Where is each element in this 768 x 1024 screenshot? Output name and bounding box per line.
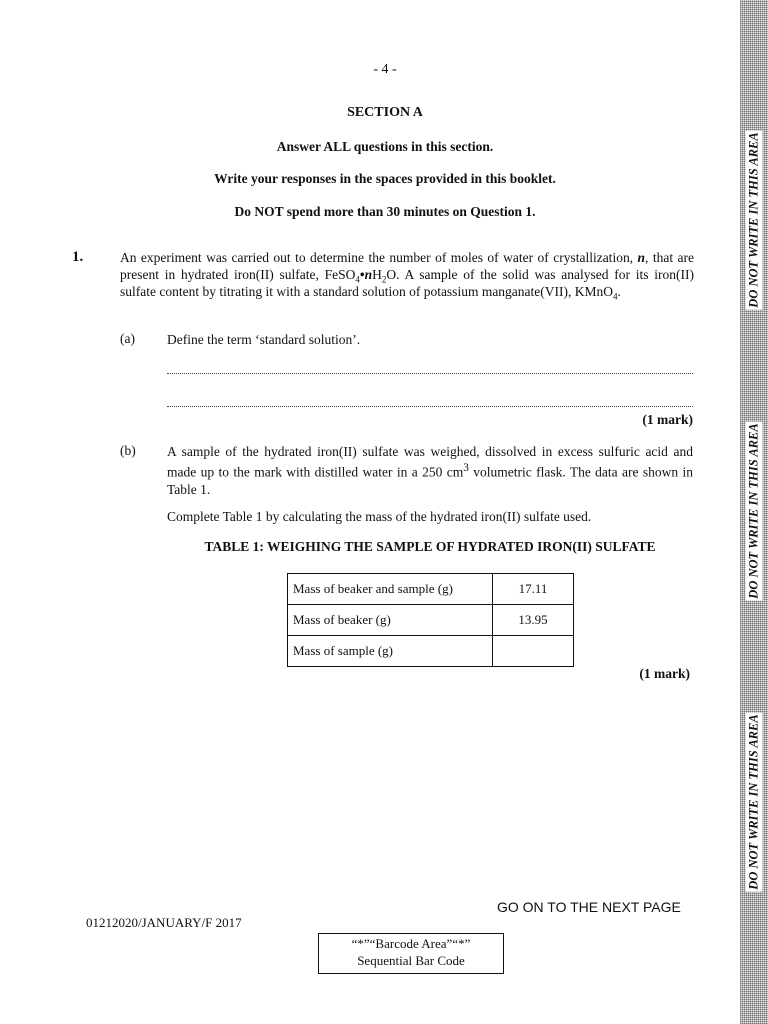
- instruction-time-limit: Do NOT spend more than 30 minutes on Question 1.: [234, 204, 536, 219]
- question-number: 1.: [72, 249, 84, 265]
- subscript-4: 4: [355, 274, 360, 285]
- table-title: TABLE 1: WEIGHING THE SAMPLE OF HYDRATED IRON(II) SULFATE: [204, 539, 656, 554]
- part-a-mark: (1 mark): [642, 412, 693, 427]
- margin-notice-middle-text: DO NOT WRITE IN THIS AREA: [746, 423, 761, 599]
- answer-line-2[interactable]: [167, 406, 693, 407]
- superscript-3: 3: [463, 462, 469, 474]
- question-stem-text-2: , that are present in hydrated iron(II) sulfate, FeSO: [120, 250, 694, 282]
- subscript-4-kmno4: 4: [613, 291, 618, 302]
- part-b-mark: (1 mark): [639, 666, 690, 681]
- answer-line-1[interactable]: [167, 373, 693, 374]
- go-on-notice: GO ON TO THE NEXT PAGE: [497, 899, 681, 915]
- part-b-text-2: volumetric flask. The data are shown in Table 1.: [167, 464, 693, 497]
- section-title: SECTION A: [347, 105, 423, 120]
- part-b-text-1: A sample of the hydrated iron(II) sulfate was weighed, dissolved in excess sulfuric acid and made up to the mark with distilled water in a 250 cm: [167, 444, 693, 480]
- part-b-text: [167, 443, 693, 498]
- part-b-label: (b): [120, 443, 136, 458]
- question-stem: [120, 249, 694, 300]
- margin-notice-top-text: DO NOT WRITE IN THIS AREA: [746, 132, 761, 308]
- paper-code: 01212020/JANUARY/F 2017: [86, 915, 242, 930]
- weighing-table: [287, 573, 574, 667]
- part-b-instruction: Complete Table 1 by calculating the mass of the hydrated iron(II) sulfate used.: [167, 509, 592, 524]
- barcode-area: [318, 933, 504, 974]
- instruction-answer-all: Answer ALL questions in this section.: [276, 139, 494, 154]
- page-number: - 4 -: [373, 62, 397, 77]
- barcode-area-label: “*”“Barcode Area”“*”: [351, 936, 471, 951]
- table-cell-value: 13.95: [493, 605, 574, 636]
- table-row: [288, 636, 574, 667]
- n-symbol-formula: n: [364, 267, 373, 282]
- n-symbol: n: [637, 250, 646, 265]
- table-cell-label: Mass of beaker and sample (g): [288, 574, 493, 605]
- part-a-text: Define the term ‘standard solution’.: [167, 332, 361, 347]
- margin-notice-bottom-text: DO NOT WRITE IN THIS AREA: [746, 714, 761, 890]
- question-stem-text-4: O. A sample of the solid was analysed for its iron(II) sulfate content by titrating it with a standard solution of potassium manganate(VII), KMnO: [120, 267, 694, 299]
- table-cell-value: 17.11: [493, 574, 574, 605]
- barcode-sequential-label: Sequential Bar Code: [357, 953, 465, 968]
- dot-symbol: •: [359, 267, 365, 282]
- question-stem-text-3: H: [372, 267, 382, 282]
- question-stem-text-5: .: [617, 284, 621, 299]
- table-cell-label: Mass of sample (g): [288, 636, 493, 667]
- question-stem-text: An experiment was carried out to determine the number of moles of water of crystallization,: [120, 250, 638, 265]
- table-cell-label: Mass of beaker (g): [288, 605, 493, 636]
- table-row: [288, 574, 574, 605]
- part-a-label: (a): [120, 331, 135, 346]
- table-row: [288, 605, 574, 636]
- instruction-write-responses: Write your responses in the spaces provided in this booklet.: [214, 171, 556, 186]
- mass-of-sample-answer-cell[interactable]: [493, 636, 574, 667]
- subscript-2: 2: [381, 274, 387, 285]
